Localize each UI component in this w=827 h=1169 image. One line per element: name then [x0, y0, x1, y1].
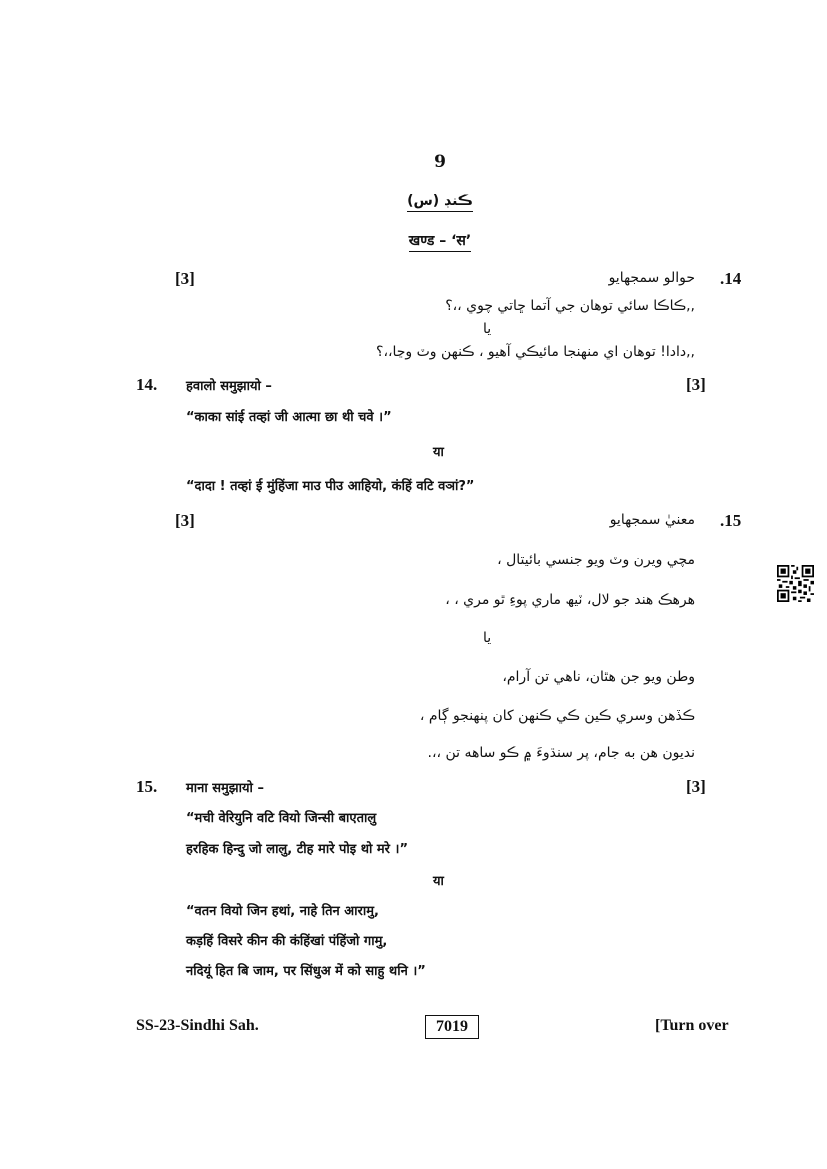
q15-hindi-marks: [3]: [686, 777, 706, 796]
q15-sindhi-line2: هرهڪ هند جو لال، ٽيھ ماري پوءِ ٿو مري ، ،: [445, 592, 695, 608]
q14-hindi-marks: [3]: [686, 375, 706, 394]
q14-sindhi-or: يا: [483, 321, 492, 337]
paper-code: SS-23-Sindhi Sah.: [136, 1017, 259, 1034]
q14-hindi-number: 14.: [136, 375, 158, 394]
q15-hindi-line3: “वतन वियो जिन हथां, नाहे तिन आरामु,: [186, 904, 379, 919]
q15-hindi-line5: नदियूं हित बि जाम, पर सिंधुअ में को साहु थनि ।”: [186, 964, 426, 979]
q15-sindhi-marks: [3]: [175, 511, 195, 530]
q15-sindhi-or: يا: [483, 630, 492, 646]
q15-sindhi-line3: وطن ويو جن هٿان، ناهي تن آرام،: [502, 669, 695, 685]
q14-sindhi-heading: حوالو سمجھايو: [608, 270, 695, 286]
q14-sindhi-number: .14: [720, 269, 742, 288]
q14-sindhi-marks: [3]: [175, 269, 195, 288]
q15-sindhi-heading: معنيٰ سمجھايو: [609, 512, 695, 528]
q15-hindi-line4: कड़हिं विसरे कीन की कंहिंखां पंहिंजो गामु,: [186, 934, 388, 949]
section-title-sindhi: ڪنڊ (س): [380, 193, 500, 209]
q15-hindi-heading: माना समुझायो –: [186, 781, 264, 796]
q15-hindi-line1: “मची वेरियुनि वटि वियो जिन्सी बाएतालु: [186, 811, 377, 826]
turn-over-note: [Turn over: [655, 1017, 729, 1034]
q14-hindi-line1: “काका सांई तव्हां जी आत्मा छा थी चवे ।”: [186, 410, 392, 425]
q14-hindi-heading: हवालो समुझायो –: [186, 379, 272, 394]
q15-hindi-number: 15.: [136, 777, 158, 796]
q15-hindi-line2: हरहिक हिन्दु जो लालु, टीह मारे पोइ थो मरे ।”: [186, 842, 408, 857]
q14-sindhi-line1: ,,ڪاڪا سائي توهان جي آتما ڇاتي چوي ،،؟: [445, 298, 695, 314]
q15-sindhi-line5: نديون هن به جام، پر سنڌوءَ ۾ ڪو ساهه تن ،،.: [427, 745, 695, 761]
page-number: 9: [434, 152, 446, 172]
paper-number-box: 7019: [425, 1015, 479, 1039]
section-title-hindi: खण्ड – ‘स’: [380, 231, 500, 250]
qr-code-icon: [777, 565, 814, 602]
q14-hindi-or: या: [433, 445, 444, 460]
q15-sindhi-line1: مچي ويرن وٽ ويو جنسي بائيتال ،: [497, 552, 695, 568]
q15-sindhi-number: .15: [720, 511, 742, 530]
q14-hindi-line2: “दादा ! तव्हां ई मुंहिंजा माउ पीउ आहियो, कंहिं वटि वञां?”: [186, 479, 475, 494]
q14-sindhi-line2: ,,دادا! توهان اي منهنجا مائيڪي آهيو ، ڪنهن وٽ وڃا،،؟: [376, 344, 695, 360]
q15-hindi-or: या: [433, 874, 444, 889]
q15-sindhi-line4: ڪڏهن وسري ڪين ڪي ڪنهن کان پنهنجو ڳام ،: [419, 708, 695, 724]
